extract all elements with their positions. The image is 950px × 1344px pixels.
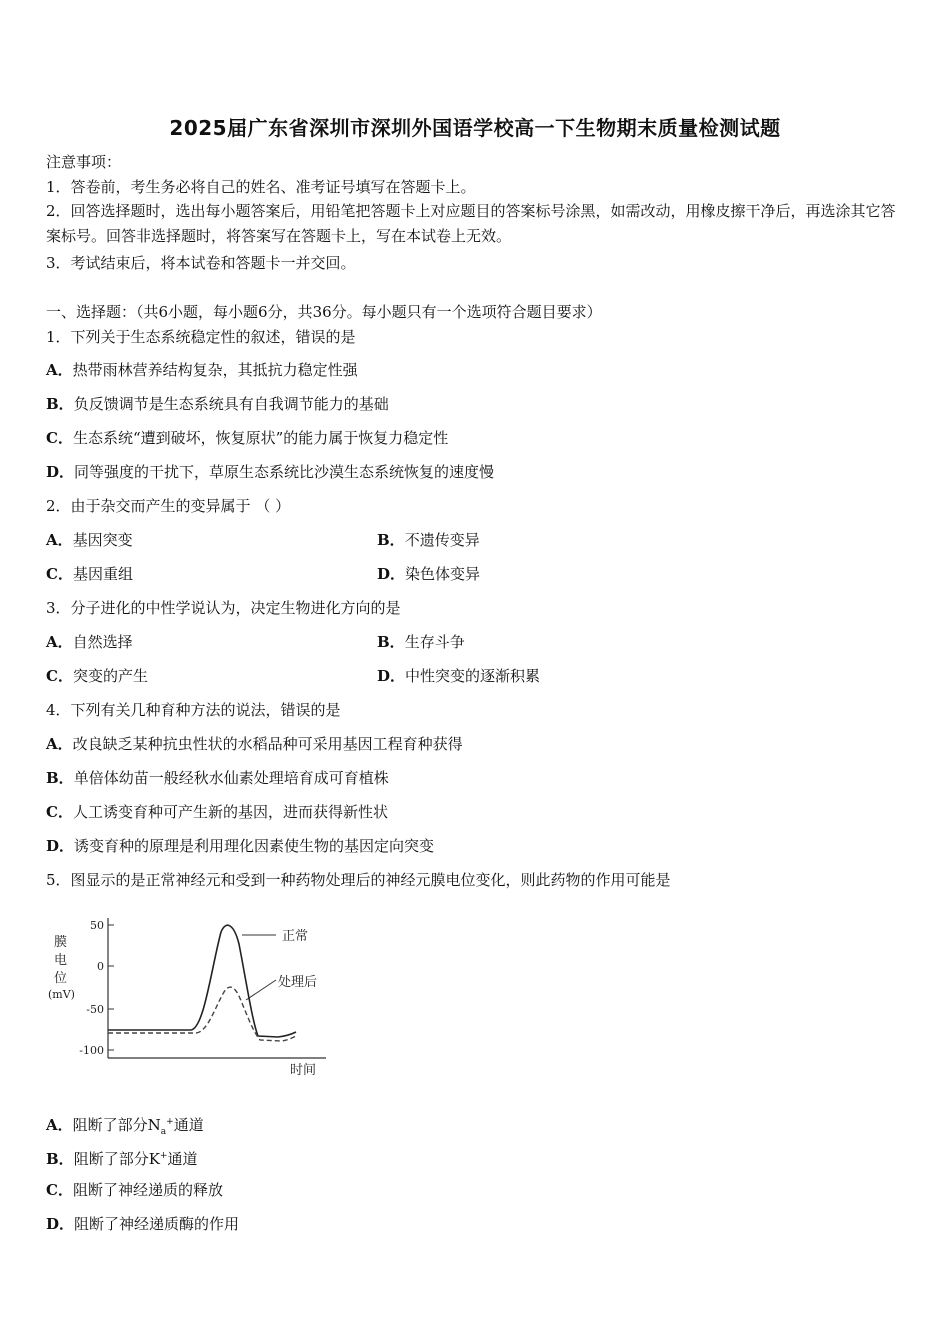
legend-treated: 处理后 <box>278 975 318 990</box>
option-text: 突变的产生 <box>72 667 148 685</box>
option-text: 单倍体幼苗一般经秋水仙素处理培育成可育植株 <box>73 769 389 787</box>
option-letter: A． <box>46 531 73 549</box>
option-letter: A． <box>46 735 73 753</box>
option-letter: D． <box>377 667 406 685</box>
option-letter: D． <box>46 1215 75 1233</box>
subscript: a <box>160 1127 167 1137</box>
page-title: 2025届广东省深圳市深圳外国语学校高一下生物期末质量检测试题 <box>169 116 781 140</box>
option-letter: D． <box>46 837 75 855</box>
question-2-stem: 2．由于杂交而产生的变异属于 （ ） <box>46 497 291 515</box>
option-tail: 通道 <box>167 1150 198 1168</box>
option-letter: C． <box>46 803 73 821</box>
q2-option-c[interactable] <box>46 564 133 584</box>
ylabel-char-2: 电 <box>54 953 68 968</box>
q5-option-b[interactable] <box>46 1146 197 1169</box>
option-text: 中性突变的逐渐积累 <box>405 667 541 685</box>
option-letter: B． <box>46 395 74 413</box>
notice-item-1: 1．答卷前，考生务必将自己的姓名、准考证号填写在答题卡上。 <box>46 178 476 196</box>
question-3-stem: 3．分子进化的中性学说认为，决定生物进化方向的是 <box>46 599 401 617</box>
option-text: 诱变育种的原理是利用理化因素使生物的基因定向突变 <box>74 837 435 855</box>
option-text: 阻断了部分N <box>72 1116 161 1134</box>
treated-leader-line <box>246 980 276 1000</box>
legend-normal: 正常 <box>282 929 309 944</box>
q1-option-c[interactable] <box>46 428 448 448</box>
superscript: + <box>166 1117 174 1127</box>
xlabel: 时间 <box>290 1063 317 1078</box>
q2-option-d[interactable] <box>377 564 480 584</box>
option-letter: B． <box>46 769 74 787</box>
q5-option-a[interactable] <box>46 1112 204 1142</box>
ytick-minus100: -100 <box>79 1044 104 1057</box>
option-letter: C． <box>46 565 73 583</box>
q3-option-b[interactable] <box>377 632 465 652</box>
q3-option-c[interactable] <box>46 666 148 686</box>
q1-option-a[interactable] <box>46 360 358 380</box>
q3-option-d[interactable] <box>377 666 540 686</box>
section-heading: 一、选择题：（共6小题，每小题6分，共36分。每小题只有一个选项符合题目要求） <box>46 303 602 321</box>
q4-option-b[interactable] <box>46 768 389 788</box>
question-5-stem: 5．图显示的是正常神经元和受到一种药物处理后的神经元膜电位变化，则此药物的作用可能是 <box>46 871 671 889</box>
q4-option-c[interactable] <box>46 802 388 822</box>
ylabel-char-1: 膜 <box>54 935 68 950</box>
option-text: 自然选择 <box>72 633 133 651</box>
option-letter: B． <box>377 531 405 549</box>
q5-option-d[interactable] <box>46 1214 239 1234</box>
option-text: 同等强度的干扰下，草原生态系统比沙漠生态系统恢复的速度慢 <box>74 463 495 481</box>
ytick-50: 50 <box>90 919 104 932</box>
ylabel-unit: (mV) <box>48 988 75 1001</box>
option-letter: C． <box>46 1181 73 1199</box>
option-text: 阻断了部分K <box>73 1150 160 1168</box>
q3-option-a[interactable] <box>46 632 133 652</box>
q2-option-a[interactable] <box>46 530 133 550</box>
option-text: 不遗传变异 <box>404 531 480 549</box>
q1-option-b[interactable] <box>46 394 389 414</box>
q4-option-d[interactable] <box>46 836 434 856</box>
option-letter: B． <box>377 633 405 651</box>
notice-item-2: 2．回答选择题时，选出每小题答案后，用铅笔把答题卡上对应题目的答案标号涂黑，如需改动，用橡皮擦干净后，再选涂其它答案标号。回答非选择题时，将答案写在答题卡上，写在本试卷上无效。 <box>46 202 896 245</box>
ylabel-char-3: 位 <box>54 971 68 986</box>
option-letter: A． <box>46 1116 73 1134</box>
option-letter: D． <box>377 565 406 583</box>
option-letter: C． <box>46 429 73 447</box>
q1-option-d[interactable] <box>46 462 494 482</box>
option-tail: 通道 <box>173 1116 204 1134</box>
notice-item-3: 3．考试结束后，将本试卷和答题卡一并交回。 <box>46 254 356 272</box>
option-text: 阻断了神经递质的释放 <box>72 1181 223 1199</box>
ytick-minus50: -50 <box>86 1003 104 1016</box>
option-letter: A． <box>46 361 73 379</box>
q5-option-c[interactable] <box>46 1180 223 1200</box>
option-text: 阻断了神经递质酶的作用 <box>74 1215 240 1233</box>
option-text: 生存斗争 <box>404 633 465 651</box>
option-letter: B． <box>46 1150 74 1168</box>
option-letter: D． <box>46 463 75 481</box>
option-text: 人工诱变育种可产生新的基因，进而获得新性状 <box>72 803 388 821</box>
option-text: 改良缺乏某种抗虫性状的水稻品种可采用基因工程育种获得 <box>72 735 463 753</box>
q2-option-b[interactable] <box>377 530 480 550</box>
option-text: 生态系统“遭到破坏，恢复原状”的能力属于恢复力稳定性 <box>72 429 449 447</box>
normal-curve <box>108 925 296 1037</box>
superscript: + <box>159 1151 168 1161</box>
ytick-0: 0 <box>97 960 104 973</box>
membrane-potential-figure <box>46 910 346 1080</box>
option-letter: C． <box>46 667 73 685</box>
option-text: 基因重组 <box>72 565 133 583</box>
q4-option-a[interactable] <box>46 734 463 754</box>
option-text: 染色体变异 <box>405 565 481 583</box>
option-letter: A． <box>46 633 73 651</box>
option-text: 基因突变 <box>72 531 133 549</box>
option-text: 负反馈调节是生态系统具有自我调节能力的基础 <box>73 395 389 413</box>
question-1-stem: 1．下列关于生态系统稳定性的叙述，错误的是 <box>46 328 356 346</box>
notice-heading: 注意事项： <box>46 153 122 171</box>
option-text: 热带雨林营养结构复杂，其抵抗力稳定性强 <box>72 361 358 379</box>
question-4-stem: 4．下列有关几种育种方法的说法，错误的是 <box>46 701 341 719</box>
